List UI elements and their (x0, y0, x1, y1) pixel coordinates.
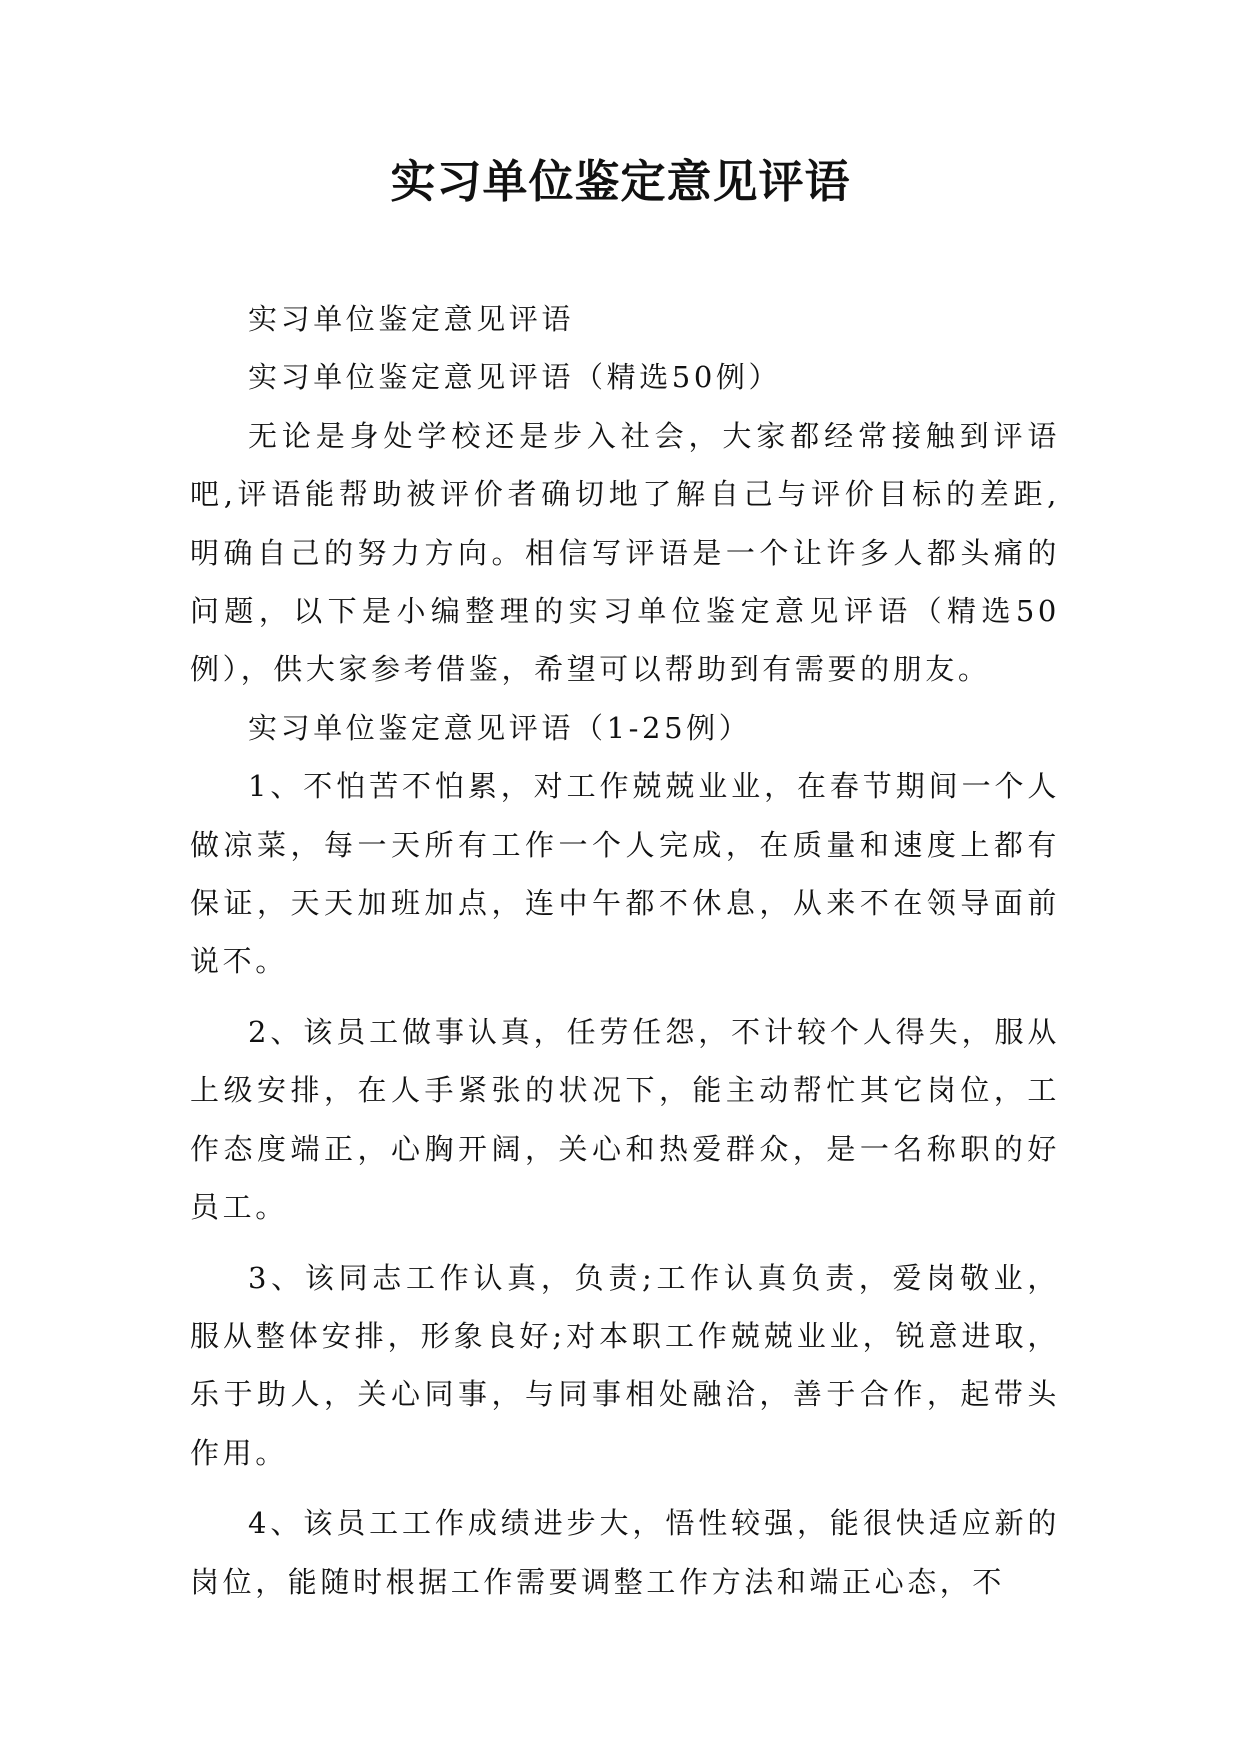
paragraph-heading: 实习单位鉴定意见评语 (248, 302, 575, 336)
paragraph-subtitle: 实习单位鉴定意见评语（精选50例） (248, 360, 782, 395)
paragraph-item-2: 2、该员工做事认真，任劳任怨，不计较个人得失，服从上级安排，在人手紧张的状况下，能主动帮忙其它岗位，工作态度端正，心胸开阔，关心和热爱群众，是一名称职的好员工。 (190, 1014, 1060, 1225)
paragraph-item-3: 3、该同志工作认真，负责;工作认真负责，爱岗敬业，服从整体安排，形象良好;对本职工作兢兢业业，锐意进取，乐于助人，关心同事，与同事相处融洽，善于合作，起带头作用。 (190, 1260, 1060, 1470)
paragraph-item-1: 1、不怕苦不怕累，对工作兢兢业业，在春节期间一个人做凉菜，每一天所有工作一个人完成，在质量和速度上都有保证，天天加班加点，连中午都不休息，从来不在领导面前说不。 (190, 769, 1060, 979)
paragraph-section-heading: 实习单位鉴定意见评语（1-25例） (248, 710, 752, 745)
paragraph-item-4: 4、该员工工作成绩进步大，悟性较强，能很快适应新的岗位，能随时根据工作需要调整工作方法和端正心态，不 (190, 1506, 1060, 1599)
document-title: 实习单位鉴定意见评语 (390, 155, 851, 208)
paragraph-intro: 无论是身处学校还是步入社会，大家都经常接触到评语吧,评语能帮助被评价者确切地了解自己与评价目标的差距,明确自己的努力方向。相信写评语是一个让许多人都头痛的问题，以下是小编整理的实习单位鉴定意见评语（精选50例），供大家参考借鉴，希望可以帮助到有需要的朋友。 (190, 418, 1060, 687)
document-body (190, 290, 1060, 1611)
